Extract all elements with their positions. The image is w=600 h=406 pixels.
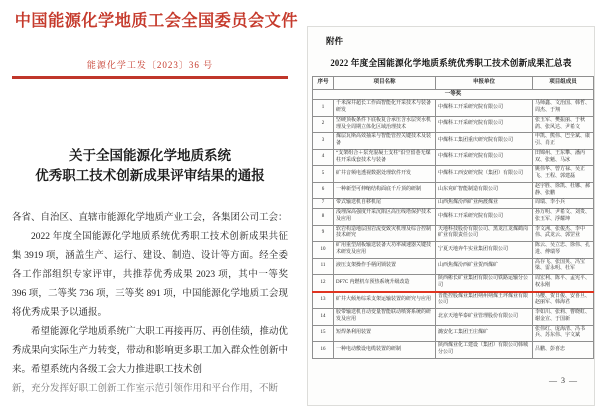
- cell-project: 短焊条利用装置: [334, 325, 436, 342]
- cell-members: 周宏利、陈平、孟宪平、权永刚: [533, 275, 594, 292]
- results-table: [312, 76, 594, 359]
- cell-members: 马樱、贺日俊、安喜旦、赵丽军、韩海君: [533, 292, 594, 309]
- table-row: [313, 209, 594, 226]
- cell-unit: 中煤科工开采研究院有限公司: [436, 209, 533, 226]
- cell-no: 1: [313, 100, 334, 117]
- table-row: [313, 225, 594, 242]
- table-row: [313, 116, 594, 133]
- cell-unit: 中煤科工开采研究院有限公司: [436, 100, 533, 117]
- notice-title: [12, 146, 288, 186]
- cell-unit: 晋能控股煤业集团朔州朔煤王坪煤业有限公司: [436, 292, 533, 309]
- cell-no: 4: [313, 149, 334, 166]
- table-row: [313, 100, 594, 117]
- cell-unit: 山西焦煤汾西矿业两渡煤业: [436, 199, 533, 209]
- table-row: [313, 149, 594, 166]
- cell-no: 10: [313, 242, 334, 259]
- cell-project: 液压支架操作手柄闭锁装置: [334, 258, 436, 275]
- cell-unit: 中煤科工集团重庆研究院有限公司: [436, 133, 533, 150]
- document-banner: 中国能源化学地质工会全国委员会文件: [14, 11, 298, 30]
- results-table-body: [313, 100, 594, 358]
- cell-no: 14: [313, 309, 334, 326]
- cell-no: 15: [313, 325, 334, 342]
- cell-unit: 陕西彬长矿业集团有限公司铁路运输分公司: [436, 275, 533, 292]
- cell-no: 8: [313, 209, 334, 226]
- attachment-sheet: [307, 26, 595, 406]
- cell-project: 千米深井超长工作面智能化开采技术与装备研发: [334, 100, 436, 117]
- table-row: [313, 182, 594, 199]
- cell-unit: 中煤科工开采研究院有限公司: [436, 149, 533, 166]
- cell-unit: 宁夏天地奔牛实业集团有限公司: [436, 242, 533, 259]
- cell-project: “支架组合＋泵充混凝土支柱”沿空留巷无煤柱开采成套技术与装备: [334, 149, 436, 166]
- cell-members: 张伟红、庞海清、冯书兵、苏东伟、宇文斌: [533, 325, 594, 342]
- cell-unit: 山西焦煤汾西矿业贺西煤矿: [436, 258, 533, 275]
- cell-members: 吕鹏、彭喜忠: [533, 342, 594, 359]
- table-row: [313, 309, 594, 326]
- cell-no: 6: [313, 182, 334, 199]
- cell-project: 坚硬顶板条件下底板复合承压含水层突水机理及全周期立体化区域治理技术: [334, 116, 436, 133]
- cell-members: 张玉军、樊振丽、于秋鸽、张风达、尹希文: [533, 116, 594, 133]
- cell-project: 矿用重型刮板输送装备大功率减速器关键技术研发及应用: [334, 242, 436, 259]
- prize-group-label: 一等奖: [313, 90, 594, 100]
- cell-unit: 天地科技股份有限公司、黑龙江龙煤鹤岗矿业有限责任公司: [436, 225, 533, 242]
- cell-project: 矿井音频电透视数据处理软件开发: [334, 166, 436, 183]
- red-divider-rule: [12, 76, 288, 79]
- cell-members: 孙万明、尹希文、刘贵、张玉军、浮耀坤: [533, 209, 594, 226]
- col-header-no: 序号: [313, 77, 334, 90]
- cell-project: 一种电动敷设电缆装置的研制: [334, 342, 436, 359]
- attachment-label: 附件: [326, 36, 344, 46]
- col-header-unit: 申报单位: [436, 77, 533, 90]
- cell-project: DF7C 内燃机车预热系统升级改造: [334, 275, 436, 292]
- cell-unit: 北京天地华泰矿业管理股份有限公司: [436, 309, 533, 326]
- cell-no: 11: [313, 258, 334, 275]
- table-header-row: [313, 77, 594, 90]
- cell-members: 赵宇胜、徐凯、杜娜、郝静、张鹏: [533, 182, 594, 199]
- cell-project: 煤层瓦斯高效抽采与智能管控关键技术及装备: [334, 133, 436, 150]
- cell-members: 李文洲、张俊杰、李中伟、武龙云、郭罡业: [533, 225, 594, 242]
- cell-members: 高存飞、张国英、冯宝梁、雷永明、杜军: [533, 258, 594, 275]
- prize-group-row: [313, 90, 594, 100]
- cell-no: 13: [313, 292, 334, 309]
- cell-unit: 中煤科工西安研究院（集团）有限公司: [436, 166, 533, 183]
- table-row: [313, 166, 594, 183]
- document-number: 能源化学工发〔2023〕36 号: [86, 60, 214, 70]
- cell-unit: 潞安化工集团王庄煤矿: [436, 325, 533, 342]
- cell-no: 9: [313, 225, 334, 242]
- cell-members: 姚伟华、曾方禄、吴正飞、王程、郭建磊: [533, 166, 594, 183]
- cell-project: 软岩构造地层围岩流变致灾机理及综合控制技术研究: [334, 225, 436, 242]
- notice-page: [0, 0, 300, 400]
- results-table-wrap: [312, 76, 593, 359]
- cell-no: 16: [313, 342, 334, 359]
- cell-members: 田锦州、王东攀、潘丙双、张魁、马冰: [533, 149, 594, 166]
- col-header-project: 项目名称: [334, 77, 436, 90]
- cell-project: 矿井大倾角综采支架运输装置的研究与应用: [334, 292, 436, 309]
- page-number: — 3 —: [549, 376, 578, 385]
- cell-no: 5: [313, 166, 334, 183]
- attachment-page: [300, 0, 600, 400]
- table-row: [313, 199, 594, 209]
- cell-members: 陈云、吴立忠、徐伟、孔进、傅瑞琴: [533, 242, 594, 259]
- cell-project: 浅埋深高强度开采沉陷区高压线塔保护技术及应用: [334, 209, 436, 226]
- table-row: [313, 342, 594, 359]
- cell-project: 带式输送机自移机尾: [334, 199, 436, 209]
- cell-members: 周瑞、李小兵: [533, 199, 594, 209]
- table-row: [313, 292, 594, 309]
- notice-title-line2: 优秀职工技术创新成果评审结果的通报: [35, 167, 265, 183]
- notice-paragraph-1: 2022 年度全国能源化学地质系统优秀职工技术创新成果共征集 3919 项，涵盖生产、运行、建设、制造、设计等方面。经全委各工作部组织专家评审，共推荐优秀成果 2023 项，其中一等奖 396 项，二等奖 736 项，三等奖 891 项，中国能源化学地质工会现将优秀成果予以通报。: [12, 231, 288, 318]
- notice-paragraph-2: 希望能源化学地质系统广大职工再接再厉、再创佳绩，推动优秀成果向实际生产力转变，带动和影响更多职工加入群众性创新中来。希望系统内各级工会大力推进职工技术创: [12, 326, 288, 375]
- cell-unit: 陕西煤业化工建设（集团）有限公司韩城分公司: [436, 342, 533, 359]
- cell-unit: 山东兖矿智能制造有限公司: [436, 182, 533, 199]
- table-row: [313, 275, 594, 292]
- notice-paragraph-clipped: 新，充分发挥好职工创新工作室示范引领作用和平台作用，不断: [12, 383, 279, 394]
- cell-unit: 中煤科工开采研究院有限公司: [436, 116, 533, 133]
- cell-no: 2: [313, 116, 334, 133]
- table-row: [313, 325, 594, 342]
- col-header-members: 项目组成员: [533, 77, 594, 90]
- table-row: [313, 258, 594, 275]
- table-row: [313, 133, 594, 150]
- cell-members: 马师鑫、文治国、韩哲、周杰、于翔: [533, 100, 594, 117]
- cell-no: 12: [313, 275, 334, 292]
- table-row: [313, 242, 594, 259]
- cell-project: 一种新型可伸缩结构面底千斤顶的研制: [334, 182, 436, 199]
- salutation: 各省、自治区、直辖市能源化学地质产业工会，各集团公司工会：: [12, 212, 288, 223]
- cell-no: 3: [313, 133, 334, 150]
- notice-title-line1: 关于全国能源化学地质系统: [69, 147, 231, 163]
- cell-no: 7: [313, 199, 334, 209]
- cell-project: 胶带输送机自动变量智能联动喷雾系统的研发及应用: [334, 309, 436, 326]
- attachment-table-title: 2022 年度全国能源化学地质系统优秀职工技术创新成果汇总表: [330, 58, 572, 68]
- cell-members: 申凯、熊伟、巴全斌、康引、肖正: [533, 133, 594, 150]
- cell-members: 李如川、张莉、曹晓虹、谢金宣、于国新: [533, 309, 594, 326]
